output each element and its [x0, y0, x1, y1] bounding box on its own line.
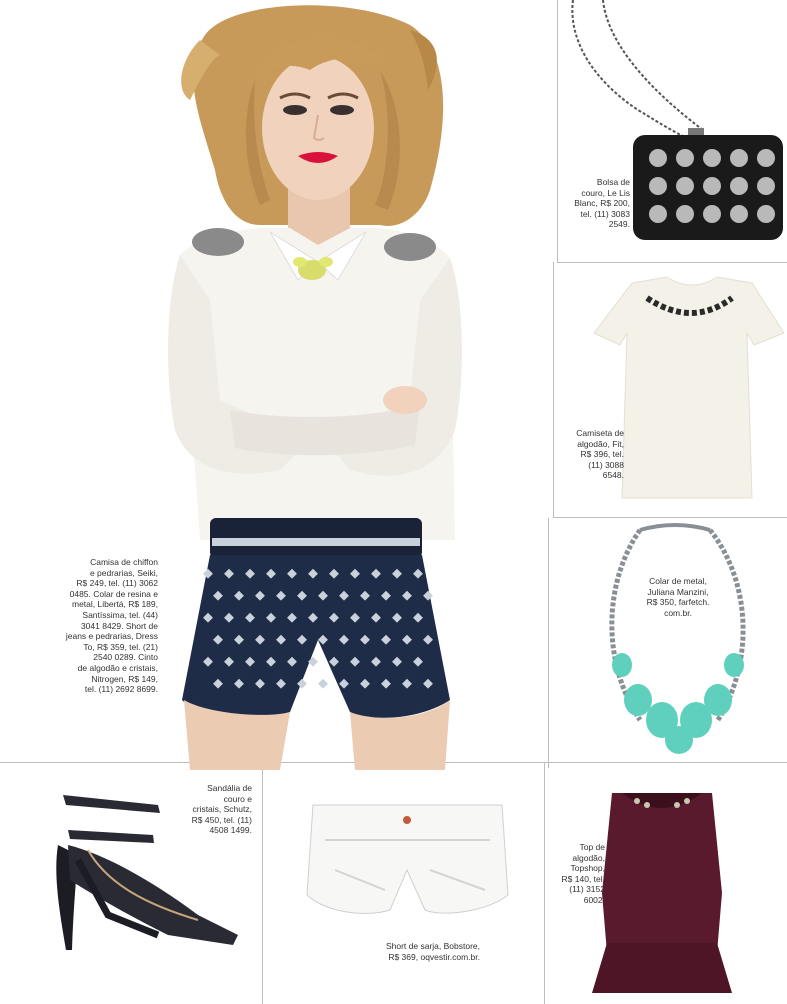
tshirt-caption-line: R$ 396, tel. — [580, 449, 624, 460]
model-caption-line: e pedrarias, Seiki, — [89, 567, 158, 578]
model-caption-line: 0485. Colar de resina e — [69, 588, 158, 599]
bag-stud-decoration — [676, 205, 694, 223]
shorts-caption-line: Short de sarja, Bobstore, — [385, 941, 480, 951]
stud-decoration — [318, 679, 328, 689]
bag-stud-decoration — [649, 177, 667, 195]
tshirt-caption — [548, 428, 624, 481]
bag-stud-decoration — [703, 149, 721, 167]
bag-stud-decoration — [757, 177, 775, 195]
tshirt-caption-line: Camiseta de — [576, 428, 624, 438]
divider-horizontal-tshirt — [553, 517, 787, 518]
model-caption-line: metal, Libertá, R$ 189, — [72, 599, 158, 610]
necklace-caption-line: Colar de metal, — [649, 576, 707, 586]
top-caption-line: Topshop, — [570, 863, 605, 874]
model-caption-line: de algodão e cristais, — [77, 662, 158, 673]
bag-stud-decoration — [676, 177, 694, 195]
model-caption-line: 3041 8429. Short de — [80, 620, 158, 631]
divider-horizontal-bag — [557, 262, 787, 263]
bag-caption-line: couro, Le Lis — [581, 187, 630, 198]
shorts-icon — [305, 800, 510, 925]
tshirt-caption-line: 6548. — [602, 470, 624, 481]
sandal-caption — [170, 783, 252, 836]
bag-stud-decoration — [649, 205, 667, 223]
bag-stud-decoration — [730, 149, 748, 167]
tshirt-caption-line: algodão, Fit, — [577, 438, 624, 449]
model-caption-line: Camisa de chiffon — [90, 557, 158, 567]
model-caption-line: tel. (11) 2692 8699. — [84, 684, 158, 695]
bag-stud-decoration — [730, 177, 748, 195]
top-caption-line: Top de — [579, 842, 605, 852]
bag-caption-line: tel. (11) 3083 — [580, 208, 630, 219]
necklace-caption-line: R$ 350, farfetch. — [646, 597, 710, 608]
top-caption-line: 6002. — [583, 894, 605, 905]
sandal-caption-line: 4508 1499. — [209, 825, 252, 836]
necklace-caption-line: Juliana Manzini, — [647, 586, 709, 597]
model-caption-line: Santíssima, tel. (44) — [82, 609, 158, 620]
model-caption-line: jeans e pedrarias, Dress — [65, 631, 158, 642]
shorts-caption — [330, 941, 480, 962]
model-caption-line: R$ 249, tel. (11) 3062 — [76, 578, 158, 589]
top-caption-line: algodão, — [572, 852, 605, 863]
model-caption-line: To, R$ 359, tel. (21) — [83, 641, 158, 652]
bag-stud-decoration — [757, 149, 775, 167]
model-photo — [160, 0, 490, 770]
bag-stud-decoration — [676, 149, 694, 167]
top-caption — [545, 842, 605, 906]
divider-vertical-bottom-1 — [262, 762, 263, 1004]
top-caption-line: R$ 140, tel. — [561, 873, 605, 884]
necklace-caption — [638, 576, 718, 618]
top-caption-line: (11) 3152 — [569, 884, 605, 895]
model-caption — [40, 557, 158, 695]
bag-caption-line: Bolsa de — [596, 177, 630, 187]
tshirt-caption-line: (11) 3088 — [588, 459, 624, 470]
bag-stud-decoration — [703, 177, 721, 195]
divider-vertical-right-col-3 — [548, 518, 549, 768]
model-caption-line: 2540 0289. Cinto — [93, 652, 158, 663]
bag-caption-line: 2549. — [608, 219, 630, 230]
bag-stud-decoration — [703, 205, 721, 223]
bag-caption-line: Blanc, R$ 200, — [574, 198, 630, 209]
sandal-caption-line: Sandália de — [207, 783, 252, 793]
bag-stud-decoration — [757, 205, 775, 223]
bag-stud-decoration — [730, 205, 748, 223]
top-icon — [592, 783, 732, 993]
necklace-icon — [600, 520, 760, 760]
model-caption-line: Nitrogen, R$ 149, — [91, 673, 158, 684]
sandal-caption-line: cristais, Schutz, — [192, 804, 252, 815]
sandal-caption-line: couro e — [223, 793, 252, 804]
bag-caption — [530, 177, 630, 230]
bag-stud-decoration — [649, 149, 667, 167]
shorts-caption-line: R$ 369, oqvestir.com.br. — [388, 951, 480, 962]
sandal-caption-line: R$ 450, tel. (11) — [191, 814, 252, 825]
necklace-caption-line: com.br. — [664, 607, 692, 618]
